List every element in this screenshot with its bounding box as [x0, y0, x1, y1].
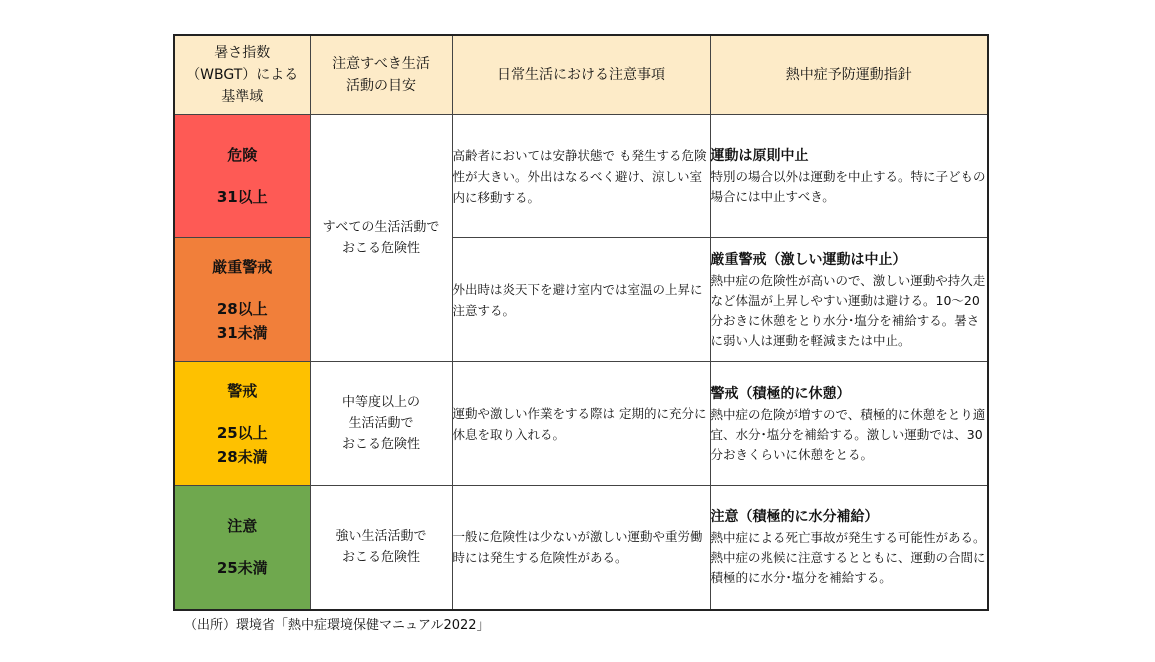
exercise-title: 厳重警戒（激しい運動は中止）	[710, 251, 907, 268]
activity-cell-strong: 強い生活活動で おこる危険性	[310, 486, 452, 610]
daily-precaution-cell: 運動や激しい作業をする際は 定期的に充分に休息を取り入れる。	[452, 362, 710, 486]
level-name: 注意	[227, 517, 258, 536]
exercise-guideline-cell	[710, 238, 988, 362]
exercise-title: 運動は原則中止	[710, 148, 809, 164]
level-name: 危険	[227, 146, 258, 164]
level-cell-danger	[174, 115, 310, 238]
exercise-guideline-cell	[710, 486, 988, 610]
header-activity-guide: 注意すべき生活 活動の目安	[310, 35, 452, 115]
table-row	[174, 238, 988, 362]
exercise-body: 熱中症の危険が増すので、積極的に休憩をとり適宜、水分･塩分を補給する。激しい運動では、30分おきくらいに休憩をとる。	[710, 406, 986, 462]
exercise-title: 注意（積極的に水分補給）	[710, 509, 879, 526]
header-daily-precautions: 日常生活における注意事項	[452, 35, 710, 115]
source-citation: （出所）環境省「熱中症環境保健マニュアル2022」	[184, 618, 490, 633]
exercise-title: 警戒（積極的に休憩）	[710, 385, 851, 402]
heatstroke-guideline-table-wrapper	[173, 34, 987, 607]
header-exercise-guideline: 熱中症予防運動指針	[710, 35, 988, 115]
header-wbgt-level: 暑さ指数 （WBGT）による 基準域	[174, 35, 310, 115]
daily-precaution-cell: 高齢者においては安静状態で も発生する危険性が大きい。外出はなるべく避け、涼しい室内に移動する。	[452, 115, 710, 238]
level-range: 31以上	[216, 188, 268, 206]
level-cell-warning	[174, 362, 310, 486]
level-cell-severe-warning	[174, 238, 310, 362]
activity-cell-all: すべての生活活動で おこる危険性	[310, 115, 452, 362]
exercise-body: 熱中症による死亡事故が発生する可能性がある。熱中症の兆候に注意するとともに、運動の合間に積極的に水分･塩分を補給する。	[710, 530, 986, 586]
table-row	[174, 486, 988, 610]
level-cell-caution	[174, 486, 310, 610]
exercise-body: 特別の場合以外は運動を中止する。特に子どもの場合には中止すべき。	[710, 169, 986, 204]
exercise-body: 熱中症の危険性が高いので、激しい運動や持久走など体温が上昇しやすい運動は避ける。10～20分おきに休憩をとり水分･塩分を補給する。暑さに弱い人は運動を軽減または中止。	[710, 272, 986, 348]
level-range: 25未満	[216, 559, 268, 578]
level-name: 厳重警戒	[212, 257, 273, 276]
exercise-guideline-cell	[710, 115, 988, 238]
daily-precaution-cell: 一般に危険性は少ないが激しい運動や重労働時には発生する危険性がある。	[452, 486, 710, 610]
exercise-guideline-cell	[710, 362, 988, 486]
table-row	[174, 362, 988, 486]
level-range: 28以上 31未満	[216, 299, 268, 342]
table-row	[174, 115, 988, 238]
level-range: 25以上 28未満	[216, 423, 268, 466]
table-header-row	[174, 35, 988, 115]
daily-precaution-cell: 外出時は炎天下を避け室内では室温の上昇に注意する。	[452, 238, 710, 362]
activity-cell-moderate: 中等度以上の 生活活動で おこる危険性	[310, 362, 452, 486]
level-name: 警戒	[227, 381, 258, 400]
heatstroke-guideline-table	[173, 34, 989, 611]
